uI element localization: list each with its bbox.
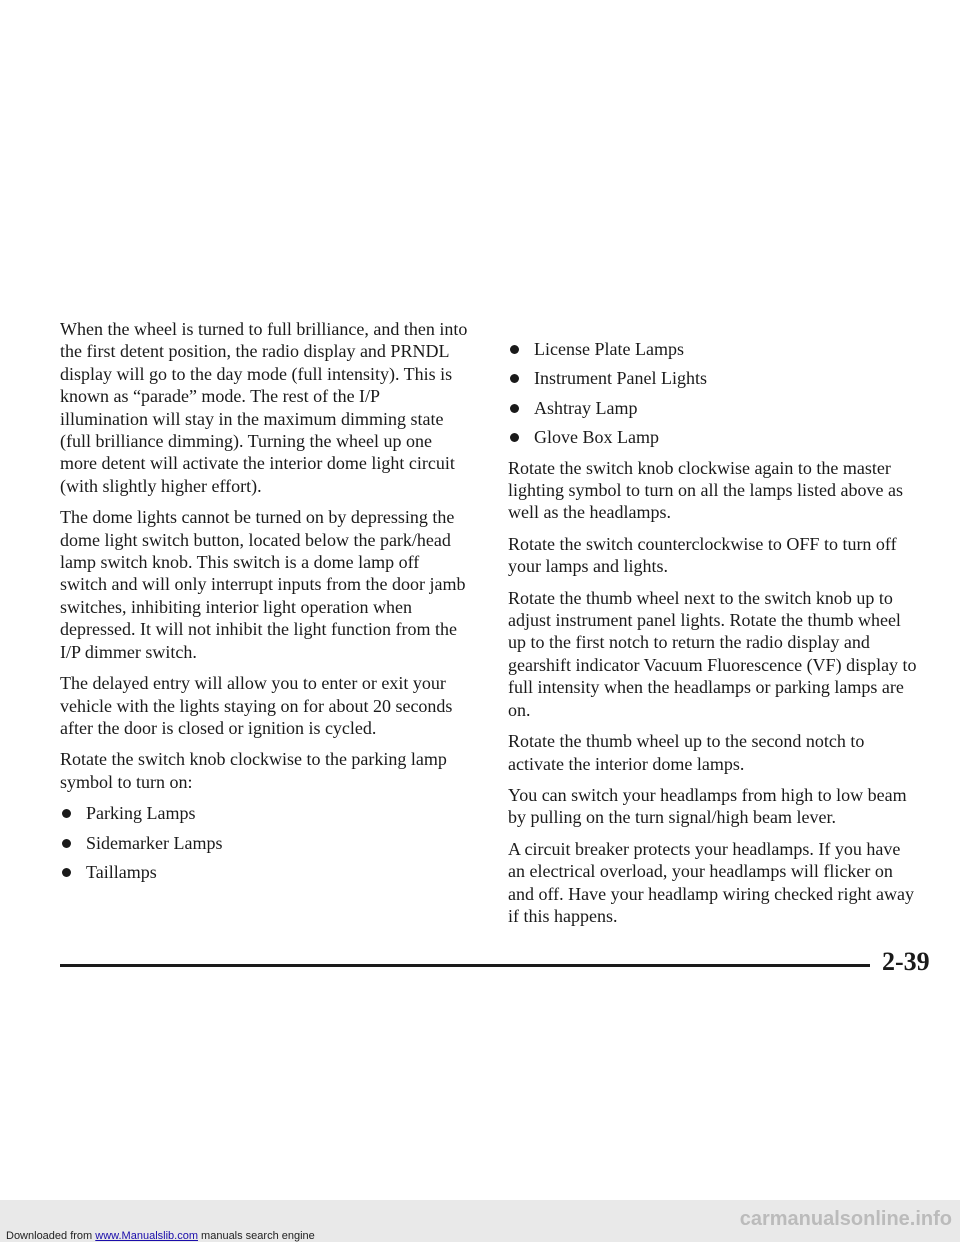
list-item-label: Sidemarker Lamps <box>86 832 223 853</box>
watermark: carmanualsonline.info <box>739 1208 952 1230</box>
paragraph: The dome lights cannot be turned on by depressing the dome light switch button, located below the park/head lamp switch knob. This switch is a dome lamp off switch and will only interrupt inputs from the door jamb switches, inhibiting interior light operation when depressed. It will not inhibit the light function from the I/P dimmer switch. <box>60 507 466 662</box>
lamp-list <box>508 338 918 449</box>
source-note <box>6 1230 315 1242</box>
paragraph: Rotate the thumb wheel next to the switch knob up to adjust instrument panel lights. Rotate the thumb wheel up to the first notch to return the radio display and gearshift indicator Vacuum Fluorescence (VF) display to full intensity when the headlamps or parking lamps are on. <box>508 587 917 720</box>
paragraph: Rotate the switch counterclockwise to OFF to turn off your lamps and lights. <box>508 533 897 577</box>
bullet-icon <box>62 809 71 818</box>
manualslib-link[interactable]: www.Manualslib.com <box>95 1230 198 1242</box>
paragraph: Rotate the switch knob clockwise to the parking lamp symbol to turn on: <box>60 749 447 792</box>
bullet-icon <box>510 433 519 442</box>
paragraph: Rotate the switch knob clockwise again to the master lighting symbol to turn on all the lamps listed above as well as the headlamps. <box>508 457 903 523</box>
list-item-label: Taillamps <box>86 861 157 882</box>
list-item <box>60 832 470 854</box>
source-note-prefix: Downloaded from <box>6 1230 93 1242</box>
paragraph: You can switch your headlamps from high to low beam by pulling on the turn signal/high beam lever. <box>508 784 907 828</box>
bullet-icon <box>510 374 519 383</box>
right-column <box>508 338 918 936</box>
list-item-label: Ashtray Lamp <box>534 397 638 418</box>
list-item <box>508 367 918 389</box>
list-item-label: Parking Lamps <box>86 803 196 824</box>
list-item-label: Instrument Panel Lights <box>534 368 707 389</box>
list-item <box>508 397 918 419</box>
page-number: 2-39 <box>882 947 930 976</box>
list-item <box>60 861 470 883</box>
paragraph: The delayed entry will allow you to enter or exit your vehicle with the lights staying on for about 20 seconds after the door is closed or ignition is cycled. <box>60 673 453 738</box>
list-item-label: License Plate Lamps <box>534 339 684 359</box>
list-item-label: Glove Box Lamp <box>534 427 659 448</box>
list-item <box>508 426 918 448</box>
paragraph: A circuit breaker protects your headlamps. If you have an electrical overload, your headlamps will flicker on and off. Have your headlamp wiring checked right away if this happens. <box>508 838 915 926</box>
footer-rule <box>60 964 870 967</box>
list-item <box>60 802 470 824</box>
bullet-icon <box>510 404 519 413</box>
left-column <box>60 318 470 891</box>
bullet-icon <box>62 839 71 848</box>
paragraph: When the wheel is turned to full brilliance, and then into the first detent position, the radio display and PRNDL display will go to the day mode (full intensity). This is known as “parade” mode. The rest of the I/P illumination will stay in the maximum dimming state (full brilliance dimming). Turning the wheel up one more detent will activate the interior dome light circuit (with slightly higher effort). <box>60 319 468 496</box>
bullet-icon <box>62 868 71 877</box>
paragraph: Rotate the thumb wheel up to the second notch to activate the interior dome lamps. <box>508 731 865 774</box>
list-item <box>508 338 918 360</box>
bullet-icon <box>510 345 519 354</box>
lamp-list <box>60 802 470 883</box>
source-note-suffix: manuals search engine <box>201 1230 315 1242</box>
